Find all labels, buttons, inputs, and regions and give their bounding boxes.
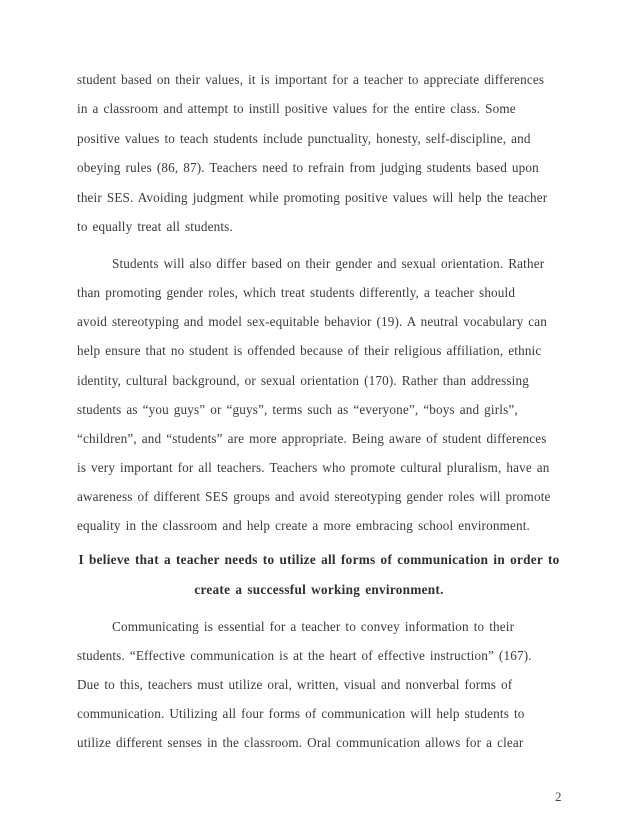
text-line-19: Due to this, teachers must utilize oral, written, visual and nonverbal forms of: [77, 677, 513, 692]
text-line-18: students. “Effective communication is at the heart of effective instruction” (167).: [77, 648, 532, 663]
text-line-11: identity, cultural background, or sexual orientation (170). Rather than addressing: [77, 373, 529, 388]
section-heading-line-1: I believe that a teacher needs to utilize all forms of communication in order to: [78, 552, 560, 567]
section-heading-line-2: create a successful working environment.: [194, 582, 444, 597]
text-line-21: utilize different senses in the classroom. Oral communication allows for a clear: [77, 735, 524, 750]
page-number: 2: [555, 789, 562, 804]
text-line-4: obeying rules (86, 87). Teachers need to refrain from judging students based upon: [77, 160, 539, 175]
text-line-9: avoid stereotyping and model sex-equitable behavior (19). A neutral vocabulary can: [77, 314, 548, 329]
text-line-5: their SES. Avoiding judgment while promoting positive values will help the teacher: [77, 190, 548, 205]
text-line-20: communication. Utilizing all four forms of communication will help students to: [77, 706, 525, 721]
text-line-16: equality in the classroom and help create a more embracing school environment.: [77, 518, 530, 533]
text-line-8: than promoting gender roles, which treat students differently, a teacher should: [77, 285, 516, 300]
text-line-10: help ensure that no student is offended because of their religious affiliation, ethnic: [77, 343, 542, 358]
text-line-17: Communicating is essential for a teacher to convey information to their: [112, 619, 515, 634]
text-line-6: to equally treat all students.: [77, 219, 233, 234]
text-line-2: in a classroom and attempt to instill positive values for the entire class. Some: [77, 101, 516, 116]
text-line-14: is very important for all teachers. Teachers who promote cultural pluralism, have an: [77, 460, 550, 475]
text-line-7: Students will also differ based on their gender and sexual orientation. Rather: [112, 256, 545, 271]
text-line-12: students as “you guys” or “guys”, terms such as “everyone”, “boys and girls”,: [77, 402, 518, 417]
text-line-1: student based on their values, it is important for a teacher to appreciate differences: [77, 72, 545, 87]
text-line-15: awareness of different SES groups and avoid stereotyping gender roles will promote: [77, 489, 551, 504]
text-line-3: positive values to teach students include punctuality, honesty, self-discipline, and: [77, 131, 531, 146]
text-line-13: “children”, and “students” are more appropriate. Being aware of student differences: [77, 431, 547, 446]
